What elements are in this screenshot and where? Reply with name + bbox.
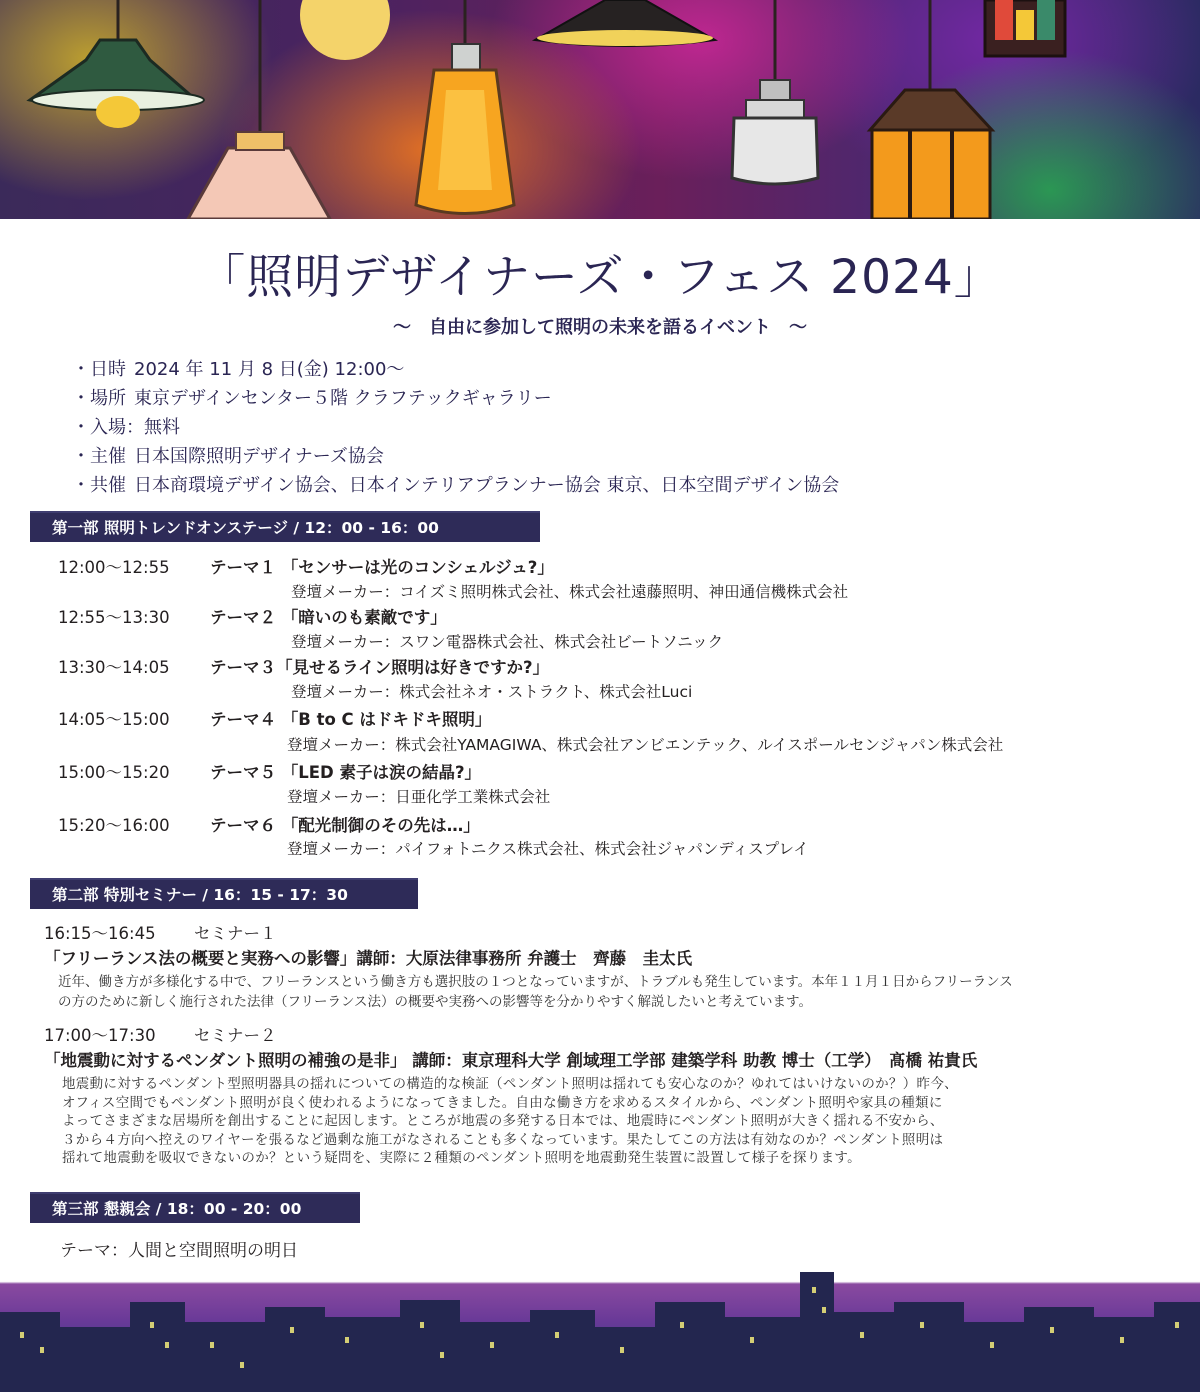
session-4-makers: 登壇メーカー：株式会社YAMAGIWA、株式会社アンビエンテック、ルイスポールセンジャパン株式会社 xyxy=(287,736,1004,754)
part2-heading: 第二部 特別セミナー / 16：15 - 17：30 xyxy=(30,878,418,909)
info-cosponsors: ・共催 日本商環境デザイン協会、日本インテリアプランナー協会 東京、日本空間デザイン協会 xyxy=(72,475,840,496)
session-1: 12:00～12:55 テーマ１ 「センサーは光のコンシェルジュ?」 xyxy=(58,558,554,577)
page-subtitle: ～ 自由に参加して照明の未来を語るイベント ～ xyxy=(393,317,807,338)
page-title: 「照明デザイナーズ・フェス 2024」 xyxy=(198,250,1002,305)
session-5: 15:00～15:20 テーマ５ 「LED 素子は涙の結晶?」 xyxy=(58,763,482,782)
seminar-1-header: 16:15～16:45 セミナー１ xyxy=(44,924,277,943)
event-info-list xyxy=(72,355,1172,500)
seminar-2-header: 17:00～17:30 セミナー２ xyxy=(44,1026,277,1045)
pendant-lamps-illustration xyxy=(0,0,1200,219)
session-5-makers: 登壇メーカー：日亜化学工業株式会社 xyxy=(287,788,551,806)
part1-heading: 第一部 照明トレンドオンステージ / 12：00 - 16：00 xyxy=(30,511,540,542)
seminar-1-description: 近年、働き方が多様化する中で、フリーランスという働き方も選択肢の１つとなっていますが、トラブルも発生しています。本年１１月１日からフリーランス の方のために新しく施行された法律（フリーランス法）の概要や実務への影響等を分かりやすく解説したいと考えています。 xyxy=(58,974,1013,1010)
part3-heading: 第三部 懇親会 / 18：00 - 20：00 xyxy=(30,1192,360,1223)
seminar-2-description: 地震動に対するペンダント型照明器具の揺れについての構造的な検証（ペンダント照明は揺れても安心なのか？ゆれてはいけないのか？）昨今、 オフィス空間でもペンダント照明が良く使われるようになってきました。自由な働き方を求めるスタイルから、ペンダント照明や家具の種類に よってさまざまな居場所を創出することに起因します。ところが地震の多発する日本では、地震時にペンダント照明が大きく揺れる不安から、 ３から４方向へ控えのワイヤーを張るなど過剰な施工がなされることも多くなっています。果たしてこの方法は有効なのか？ペンダント照明は 揺れて地震動を吸収できないのか？という疑問を、実際に２種類のペンダント照明を地震動発生装置に設置して様子を探ります。 xyxy=(62,1076,958,1166)
session-2: 12:55～13:30 テーマ２ 「暗いのも素敵です」 xyxy=(58,608,447,627)
party-theme: テーマ：人間と空間照明の明日 xyxy=(60,1241,298,1261)
session-3: 13:30～14:05 テーマ３「見せるライン照明は好きですか?」 xyxy=(58,658,550,677)
session-1-makers: 登壇メーカー：コイズミ照明株式会社、株式会社遠藤照明、神田通信機株式会社 xyxy=(291,583,849,601)
info-date: ・日時 2024 年 11 月 8 日(金) 12:00～ xyxy=(72,359,405,380)
city-skyline-illustration xyxy=(0,1272,1200,1392)
info-organizer: ・主催 日本国際照明デザイナーズ協会 xyxy=(72,446,384,467)
seminar-2-title: 「地震動に対するペンダント照明の補強の是非」 講師：東京理科大学 創域理工学部 建築学科 助教 博士（工学） 髙橋 祐貴氏 xyxy=(44,1051,978,1070)
session-6-makers: 登壇メーカー：パイフォトニクス株式会社、株式会社ジャパンディスプレイ xyxy=(287,840,809,858)
header-illustration xyxy=(0,0,1200,219)
info-admission: ・入場：無料 xyxy=(72,417,180,438)
session-4: 14:05～15:00 テーマ４ 「B to C はドキドキ照明」 xyxy=(58,710,492,729)
session-3-makers: 登壇メーカー：株式会社ネオ・ストラクト、株式会社Luci xyxy=(291,683,693,701)
session-6: 15:20～16:00 テーマ６ 「配光制御のその先は…」 xyxy=(58,816,480,835)
seminar-1-title: 「フリーランス法の概要と実務への影響」講師：大原法律事務所 弁護士 齊藤 圭太氏 xyxy=(44,949,693,968)
session-2-makers: 登壇メーカー：スワン電器株式会社、株式会社ビートソニック xyxy=(291,633,724,651)
footer-cityscape xyxy=(0,1272,1200,1392)
info-venue: ・場所 東京デザインセンター５階 クラフテックギャラリー xyxy=(72,388,552,409)
